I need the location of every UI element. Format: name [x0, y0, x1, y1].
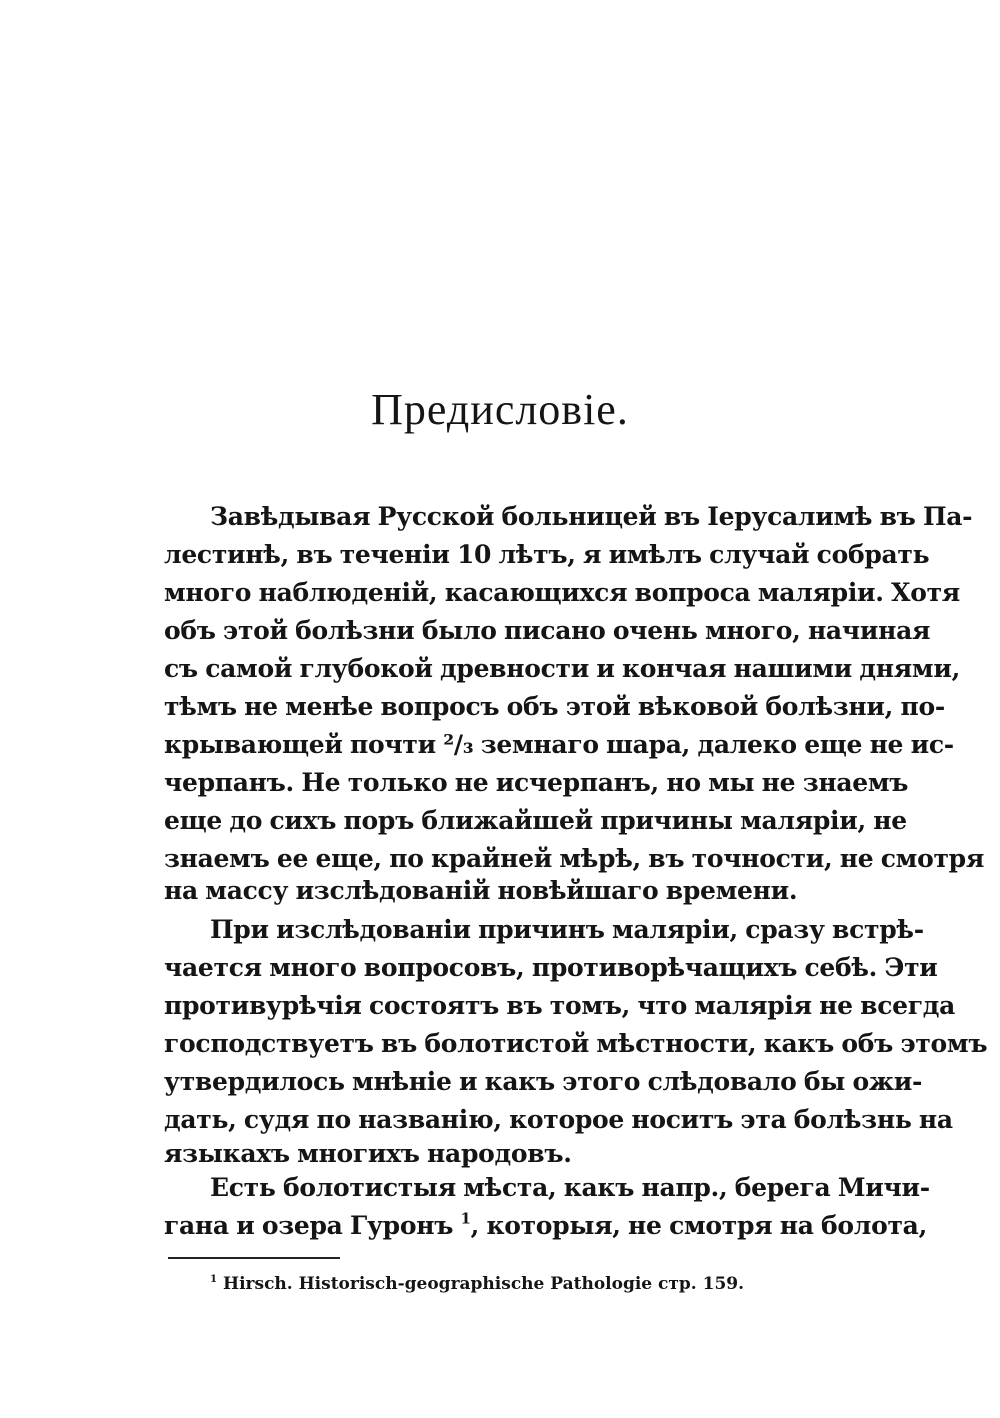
text-line: Есть болотистыя мѣста, какъ напр., берега Мичи- [210, 1173, 930, 1202]
text-line: на массу изслѣдованій новѣйшаго времени. [164, 876, 798, 905]
text-line [164, 1206, 927, 1246]
text-line: утвердилось мнѣніе и какъ этого слѣдовало бы ожи- [164, 1067, 923, 1096]
footnote-marker: 1 [210, 1272, 218, 1285]
text-line: знаемъ ее еще, по крайней мѣрѣ, въ точности, не смотря [164, 844, 985, 873]
text-line: съ самой глубокой древности и кончая нашими днями, [164, 654, 960, 683]
text-line: черпанъ. Не только не исчерпанъ, но мы не знаемъ [164, 768, 909, 797]
footnote [210, 1270, 744, 1298]
text-line: дать, судя по названію, которое носитъ эта болѣзнь на [164, 1105, 953, 1134]
footnote-divider [168, 1257, 340, 1259]
text-line: господствуетъ въ болотистой мѣстности, какъ объ этомъ [164, 1029, 988, 1058]
text-line: противурѣчія состоятъ въ томъ, что малярія не всегда [164, 991, 956, 1020]
text-fragment: , которыя, не смотря на болота, [470, 1211, 927, 1240]
text-line: много наблюденій, касающихся вопроса маляріи. Хотя [164, 578, 960, 607]
text-line: крывающей почти ²/₃ земнаго шара, далеко еще не ис- [164, 730, 954, 759]
text-line: тѣмъ не менѣе вопросъ объ этой вѣковой болѣзни, по- [164, 692, 945, 721]
text-line: еще до сихъ поръ ближайшей причины маляріи, не [164, 806, 907, 835]
footnote-ref[interactable]: 1 [460, 1209, 471, 1228]
page-title: Предисловіе. [371, 385, 629, 434]
text-fragment: гана и озера Гуронъ [164, 1211, 454, 1240]
text-line: лестинѣ, въ теченіи 10 лѣтъ, я имѣлъ случай собрать [164, 540, 930, 569]
text-line: Завѣдывая Русской больницей въ Iерусалимѣ въ Па- [210, 502, 973, 531]
text-line: При изслѣдованіи причинъ маляріи, сразу встрѣ- [210, 915, 924, 944]
text-line: объ этой болѣзни было писано очень много, начиная [164, 616, 931, 645]
text-line: языкахъ многихъ народовъ. [164, 1139, 572, 1168]
text-line: чается много вопросовъ, противорѣчащихъ себѣ. Эти [164, 953, 938, 982]
footnote-text: Hirsch. Historisch-geographische Pathologie стр. 159. [223, 1274, 745, 1294]
